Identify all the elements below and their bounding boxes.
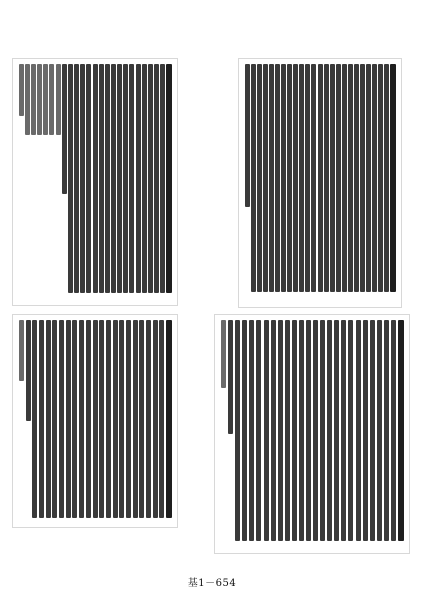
text-column [80, 64, 85, 293]
text-column [320, 320, 325, 541]
page-panel-bottom-left [12, 314, 178, 528]
text-column [356, 320, 361, 541]
text-column [360, 64, 365, 292]
text-column [166, 320, 172, 518]
text-column [39, 320, 44, 518]
text-column [299, 320, 304, 541]
text-column [72, 320, 77, 518]
text-column [153, 320, 158, 518]
text-column [398, 320, 404, 541]
text-column [106, 320, 111, 518]
text-column [123, 64, 128, 293]
text-column [391, 320, 396, 541]
text-column [142, 64, 147, 293]
text-column [348, 320, 353, 541]
text-column [384, 320, 389, 541]
text-column [113, 320, 118, 518]
text-column [370, 320, 375, 541]
text-column [117, 64, 122, 293]
text-column [62, 64, 67, 194]
text-column [43, 64, 48, 135]
text-column [342, 64, 347, 292]
text-column [133, 320, 138, 518]
text-column [318, 64, 323, 292]
text-column [372, 64, 377, 292]
text-column [129, 64, 134, 293]
text-column [26, 320, 31, 421]
text-column [139, 320, 144, 518]
page-panel-top-right [238, 58, 402, 308]
page-panel-bottom-right [214, 314, 410, 554]
text-column [264, 320, 269, 541]
text-column [363, 320, 368, 541]
text-column [293, 64, 298, 292]
text-column [86, 64, 91, 293]
text-column [257, 64, 262, 292]
page-panel-top-left [12, 58, 178, 306]
text-column [378, 64, 383, 292]
text-column [285, 320, 290, 541]
text-column [313, 320, 318, 541]
text-column [159, 320, 164, 518]
text-column [245, 64, 250, 207]
text-column [271, 320, 276, 541]
text-column [292, 320, 297, 541]
text-column [146, 320, 151, 518]
text-column [251, 64, 256, 292]
text-column [341, 320, 346, 541]
text-column [299, 64, 304, 292]
text-column [263, 64, 268, 292]
text-column [384, 64, 389, 292]
text-column [66, 320, 71, 518]
text-column [287, 64, 292, 292]
text-column [119, 320, 124, 518]
text-column [305, 64, 310, 292]
text-column [235, 320, 240, 541]
text-column [336, 64, 341, 292]
text-column [269, 64, 274, 292]
text-column [311, 64, 316, 292]
text-column [46, 320, 51, 518]
text-column [228, 320, 233, 434]
text-column [68, 64, 73, 293]
text-column [59, 320, 64, 518]
text-column [166, 64, 172, 293]
text-column [377, 320, 382, 541]
text-column [31, 64, 36, 135]
text-column [148, 64, 153, 293]
text-column [111, 64, 116, 293]
text-column [126, 320, 131, 518]
text-column [242, 320, 247, 541]
text-column [93, 320, 98, 518]
text-column [278, 320, 283, 541]
text-column [348, 64, 353, 292]
text-column [37, 64, 42, 135]
text-column [154, 64, 159, 293]
page-number: 基1－654 [187, 578, 237, 589]
text-column [93, 64, 98, 293]
text-column [160, 64, 165, 293]
text-column [354, 64, 359, 292]
text-column [366, 64, 371, 292]
text-column [25, 64, 30, 135]
text-column [105, 64, 110, 293]
text-column [275, 64, 280, 292]
text-column [324, 64, 329, 292]
text-column [221, 320, 226, 388]
text-column [99, 64, 104, 293]
text-column [19, 64, 24, 116]
text-column [136, 64, 141, 293]
text-column [334, 320, 339, 541]
text-column [99, 320, 104, 518]
text-column [390, 64, 396, 292]
text-column [52, 320, 57, 518]
text-column [330, 64, 335, 292]
text-column [327, 320, 332, 541]
text-column [249, 320, 254, 541]
text-column [281, 64, 286, 292]
text-column [74, 64, 79, 293]
text-column [306, 320, 311, 541]
text-column [49, 64, 54, 135]
text-column [19, 320, 24, 381]
text-column [32, 320, 37, 518]
text-column [86, 320, 91, 518]
text-column [256, 320, 261, 541]
text-column [79, 320, 84, 518]
text-column [56, 64, 61, 135]
